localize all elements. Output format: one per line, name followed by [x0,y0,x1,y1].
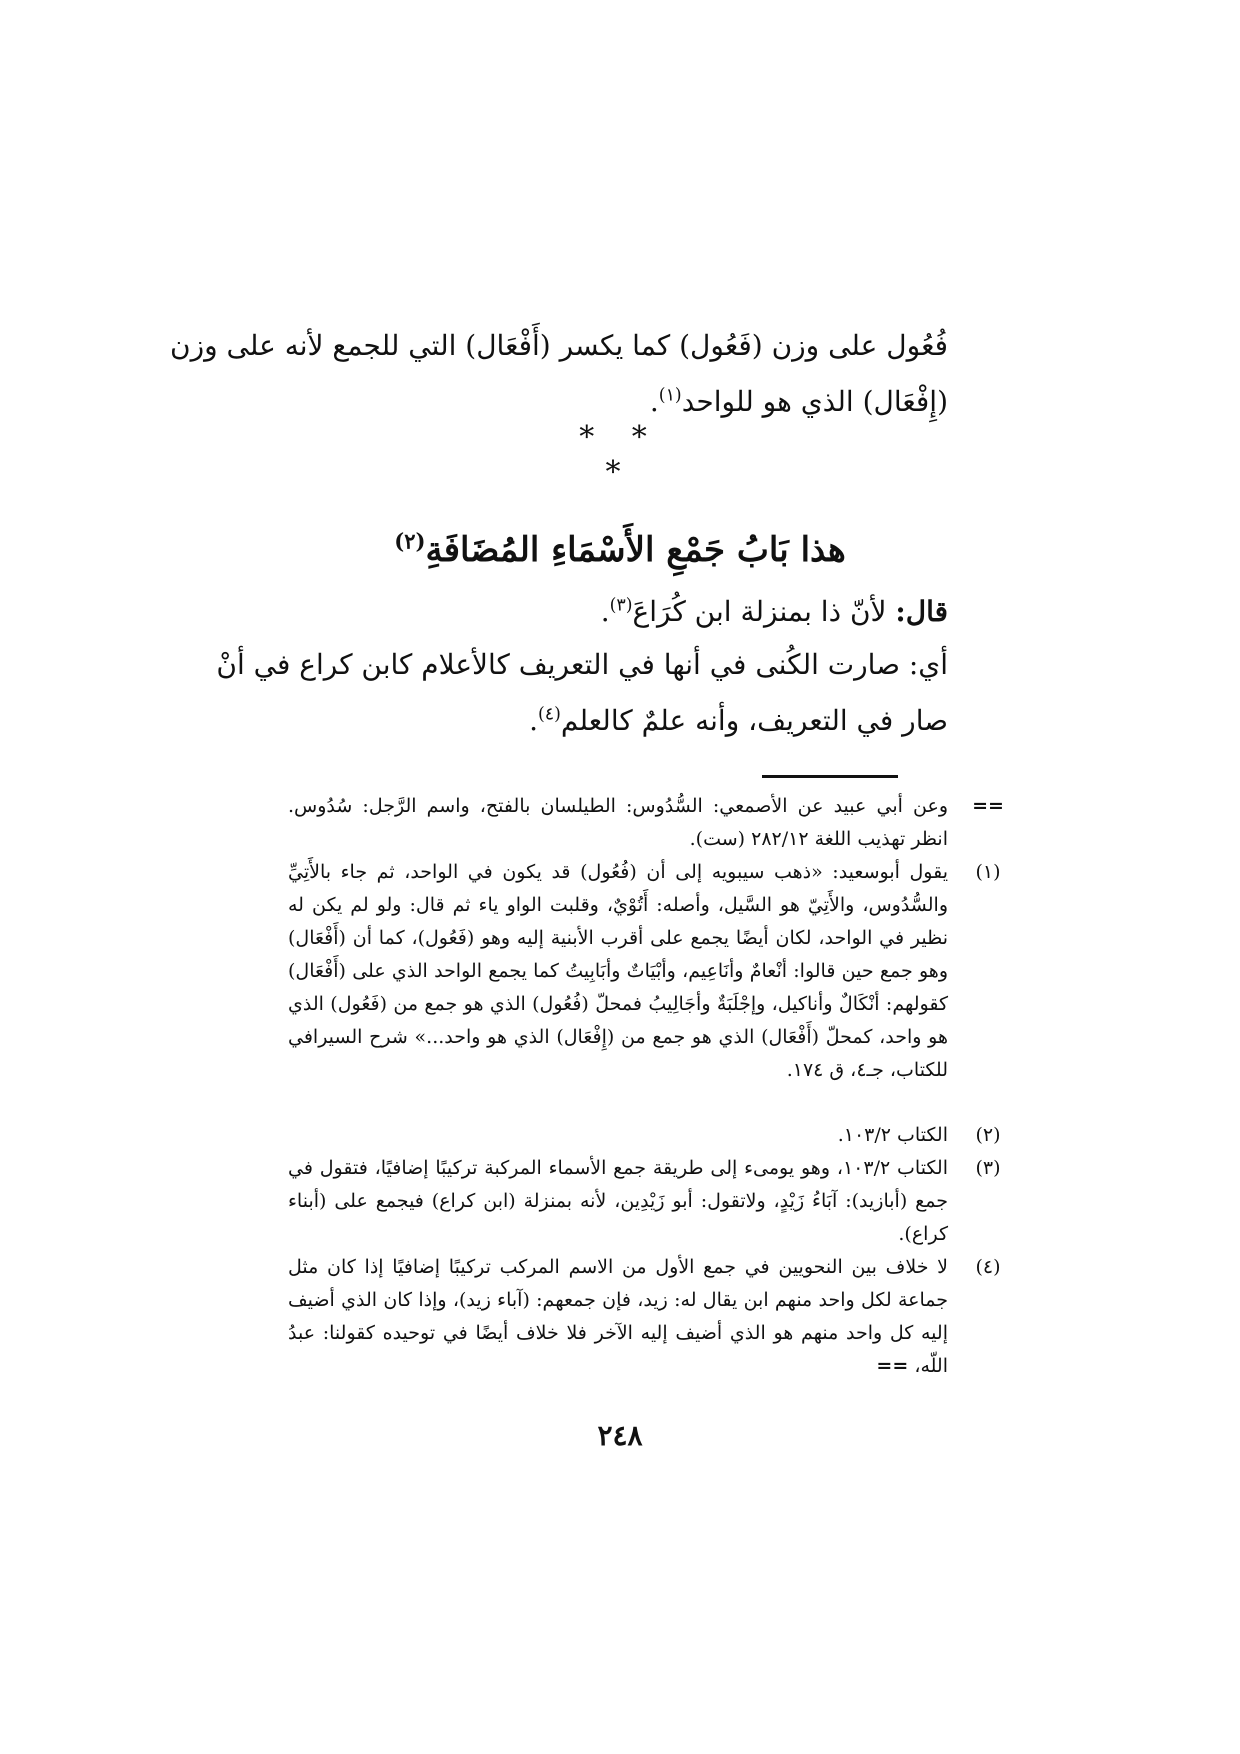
footnote-marker: (٣) [975,1157,1001,1179]
section-heading-text: هذا بَابُ جَمْعِ الأَسْمَاءِ المُضَافَةِ [425,530,846,570]
main-text-line-2-body: (إِفْعَال) الذي هو للواحد [681,385,948,418]
body-line-1: أي: صارت الكُنى في أنها في التعريف كالأعلام كابن كراع في أنْ [216,648,948,681]
footnote-marker: (٤) [975,1256,1001,1278]
footnote-ref-2[interactable]: (٢) [394,528,426,554]
footnote-text: وعن أبي عبيد عن الأصمعي: السُّدُوس: الطيلسان بالفتح، واسم الرَّجل: سُدُوس. انظر تهذيب اللغة ٢٨٢/١٢ (ست). [288,795,948,850]
footnote-text [288,1251,948,1383]
footnote-4-body: لا خلاف بين النحويين في جمع الأول من الاسم المركب تركيبًا إضافيًا إذا كان مثل جماعة لكل واحد منهم ابن يقال له: زيد، فإن جمعهم: (آباء زيد)، وإذا كان الذي أضيف إليه كل واحد منهم هو الذي أضيف إليه الآخر فلا خلاف أيضًا في توحيده كقولنا: عبدُ اللّه، [288,1256,948,1377]
footnote-marker: == [972,795,1004,817]
footnote-continuation [288,790,1004,856]
main-text-line-1: فُعُول على وزن (فَعُول) كما يكسر (أَفْعَال) التي للجمع لأنه على وزن [170,329,948,362]
qala-line [288,592,948,632]
footnote-4 [288,1251,1001,1383]
section-heading [300,526,940,574]
qala-end: . [600,595,610,628]
body-line-2-end: . [529,704,538,737]
main-text-line-2 [288,382,948,422]
footnote-3 [288,1152,1001,1251]
footnote-ref-3[interactable]: (٣) [609,595,633,616]
footnote-text: يقول أبوسعيد: «ذهب سيبويه إلى أن (فُعُول) قد يكون في الواحد، ثم جاء بالأَتِيِّ والسُّدُوس، والأَتِيّ هو السَّيل، وأصله: أَتُوْيٌ، وقلبت الواو ياء ثم قال: ولو لم يكن له نظير في الواحد، لكان أيضًا يجمع على أقرب الأبنية إليه وهو (فَعُول)، كما أن (أَفْعَال) وهو جمع حين قالوا: أنْعامٌ وأنَاعِيم، وأبْيَاتٌ وأبَابِيتُ كما يجمع الواحد الذي على (أَفْعَال) كقولهم: أنْكَالٌ وأناكيل، وإجْلَبَةٌ وأجَالِيبُ فمحلّ (فُعُول) الذي هو جمع من (فَعُول) الذي هو واحد، كمحلّ (أَفْعَال) الذي هو جمع من (إِفْعَال) الذي هو واحد...» شرح السيرافي للكتاب، جـ٤، ق ١٧٤. [288,861,948,1081]
page-number: ٢٤٨ [597,1419,643,1452]
footnote-marker: (١) [975,861,1001,883]
body-line-2-text: صار في التعريف، وأنه علمٌ كالعلم [560,704,948,737]
footnote-ref-1[interactable]: (١) [658,385,682,406]
footnote-ref-4[interactable]: (٤) [538,704,561,725]
footnote-divider [762,775,898,778]
footnote-2 [288,1119,1001,1152]
section-separator: * * * [579,420,661,490]
footnote-marker: (٢) [975,1124,1001,1146]
qala-text: لأنّ ذا بمنزلة ابن كُرَاعَ [632,595,887,628]
footnote-text: الكتاب ١٠٣/٢. [837,1124,948,1146]
continuation-marker: == [876,1355,909,1377]
footnote-1 [288,856,1001,1087]
body-line-2 [288,701,948,741]
main-text-line-2-end: . [649,385,659,418]
footnote-text: الكتاب ١٠٣/٢، وهو يومىء إلى طريقة جمع الأسماء المركبة تركيبًا إضافيًا، فتقول في جمع (أبازيد): آبَاءُ زَيْدٍ، ولاتقول: أبو زَيْدِين، لأنه بمنزلة (ابن كراع) فيجمع على (أبناء كراع). [288,1157,948,1245]
qala-label: قال: [895,595,948,628]
